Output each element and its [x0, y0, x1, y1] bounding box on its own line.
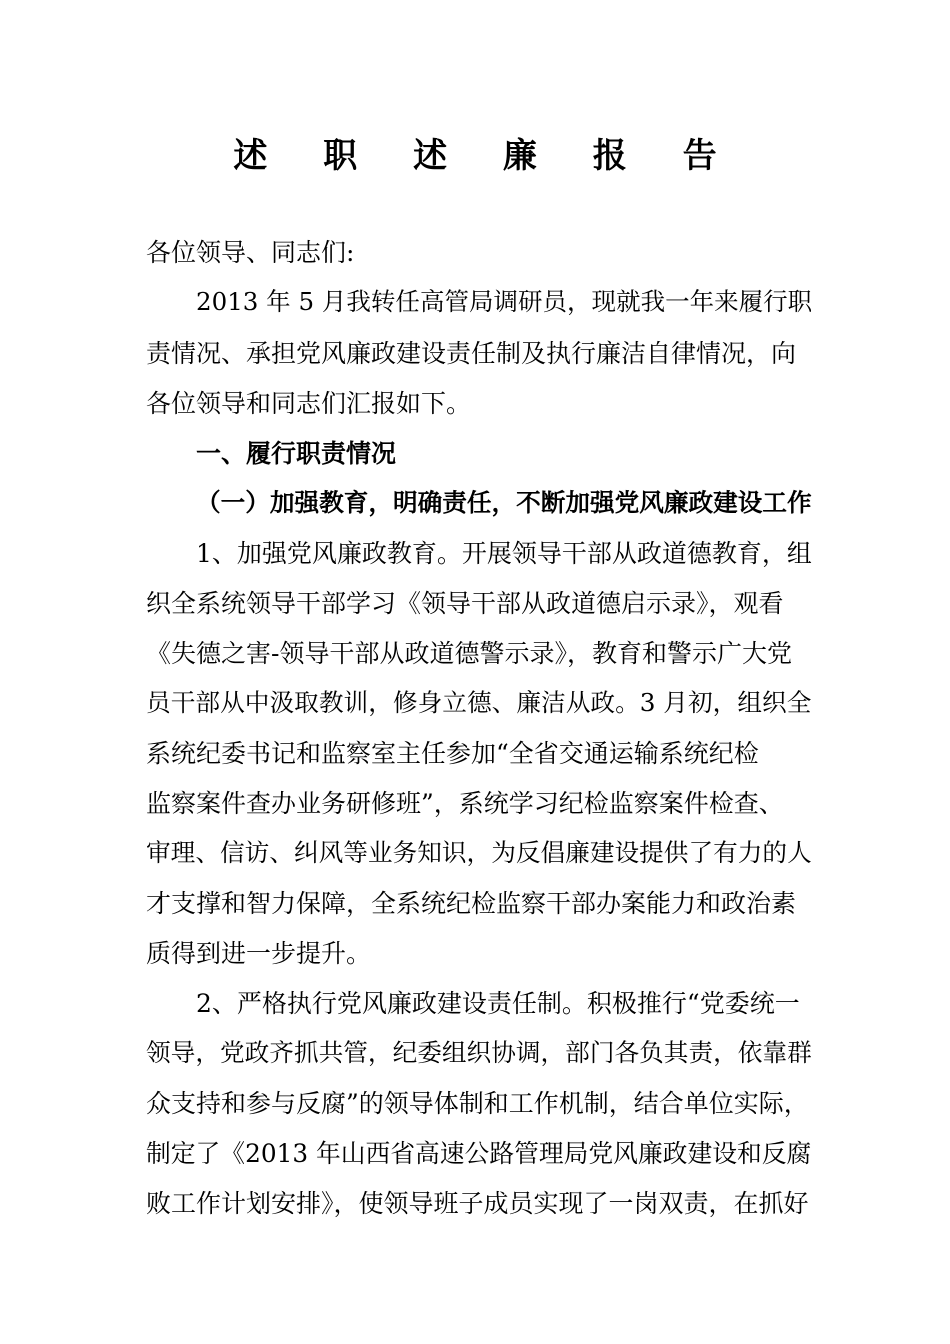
document-title: 述 职 述 廉 报 告 — [233, 136, 739, 176]
paragraph-line: 众支持和参与反腐”的领导体制和工作机制，结合单位实际， — [146, 1089, 809, 1118]
section-heading: 一、履行职责情况 — [196, 439, 397, 468]
paragraph-line: 质得到进一步提升。 — [146, 939, 372, 968]
subsection-heading: （一）加强教育，明确责任，不断加强党风廉政建设工作 — [196, 488, 812, 517]
paragraph-line: 《失德之害-领导干部从政道德警示录》，教育和警示广大党 — [146, 639, 792, 668]
paragraph-line: 才支撑和智力保障，全系统纪检监察干部办案能力和政治素 — [146, 889, 797, 918]
paragraph-line: 败工作计划安排》，使领导班子成员实现了一岗双责，在抓好 — [146, 1189, 809, 1218]
paragraph-line: 各位领导和同志们汇报如下。 — [146, 389, 472, 418]
paragraph-line: 2、严格执行党风廉政建设责任制。积极推行“党委统一 — [196, 989, 800, 1018]
paragraph-line: 织全系统领导干部学习《领导干部从政道德启示录》，观看 — [146, 589, 784, 618]
paragraph-line: 系统纪委书记和监察室主任参加“全省交通运输系统纪检 — [146, 739, 759, 768]
paragraph-line: 领导，党政齐抓共管，纪委组织协调，部门各负其责，依靠群 — [146, 1038, 812, 1067]
paragraph-line: 责情况、承担党风廉政建设责任制及执行廉洁自律情况，向 — [146, 339, 797, 368]
paragraph-line: 制定了《2013 年山西省高速公路管理局党风廉政建设和反腐 — [146, 1139, 812, 1168]
paragraph-line: 1、加强党风廉政教育。开展领导干部从政道德教育，组 — [196, 539, 812, 568]
paragraph-line: 员干部从中汲取教训，修身立德、廉洁从政。3 月初，组织全 — [146, 688, 812, 717]
salutation: 各位领导、同志们: — [146, 238, 355, 267]
paragraph-line: 审理、信访、纠风等业务知识，为反倡廉建设提供了有力的人 — [146, 838, 812, 867]
paragraph-line: 监察案件查办业务研修班”，系统学习纪检监察案件检查、 — [146, 789, 784, 818]
paragraph-line: 2013 年 5 月我转任高管局调研员，现就我一年来履行职 — [196, 287, 813, 316]
